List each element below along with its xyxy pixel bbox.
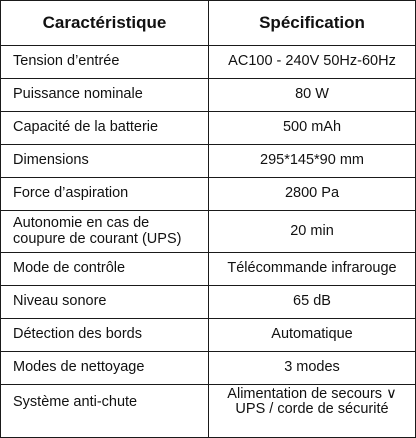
row-label: Puissance nominale [1,79,209,112]
table-row [1,145,416,178]
table-row [1,352,416,385]
row-value: Télécommande infrarouge [209,253,416,286]
header-specification: Spécification [209,1,416,46]
table-row [1,178,416,211]
row-value: 3 modes [209,352,416,385]
row-value: 80 W [209,79,416,112]
row-value: 295*145*90 mm [209,145,416,178]
table-row [1,253,416,286]
table-row [1,211,416,253]
row-value: AC100 - 240V 50Hz-60Hz [209,46,416,79]
row-label: Tension d’entrée [1,46,209,79]
row-label: Détection des bords [1,319,209,352]
row-value: Automatique [209,319,416,352]
table-row [1,46,416,79]
table-row [1,112,416,145]
row-value [209,385,416,438]
row-label: Dimensions [1,145,209,178]
row-value: 2800 Pa [209,178,416,211]
table-row [1,319,416,352]
row-value: 20 min [209,211,416,253]
row-label: Système anti-chute [1,385,209,438]
header-characteristic: Caractéristique [1,1,209,46]
row-label: Force d’aspiration [1,178,209,211]
table-row [1,286,416,319]
row-label: Capacité de la batterie [1,112,209,145]
row-label: Mode de contrôle [1,253,209,286]
row-value: 65 dB [209,286,416,319]
header-row [1,1,416,46]
row-value: 500 mAh [209,112,416,145]
row-label: Autonomie en cas de coupure de courant (UPS) [1,211,209,253]
row-value-text: Alimentation de secours ∨ UPS / corde de sécurité [227,387,397,418]
table-row [1,385,416,438]
table-row [1,79,416,112]
row-label: Niveau sonore [1,286,209,319]
row-label: Modes de nettoyage [1,352,209,385]
